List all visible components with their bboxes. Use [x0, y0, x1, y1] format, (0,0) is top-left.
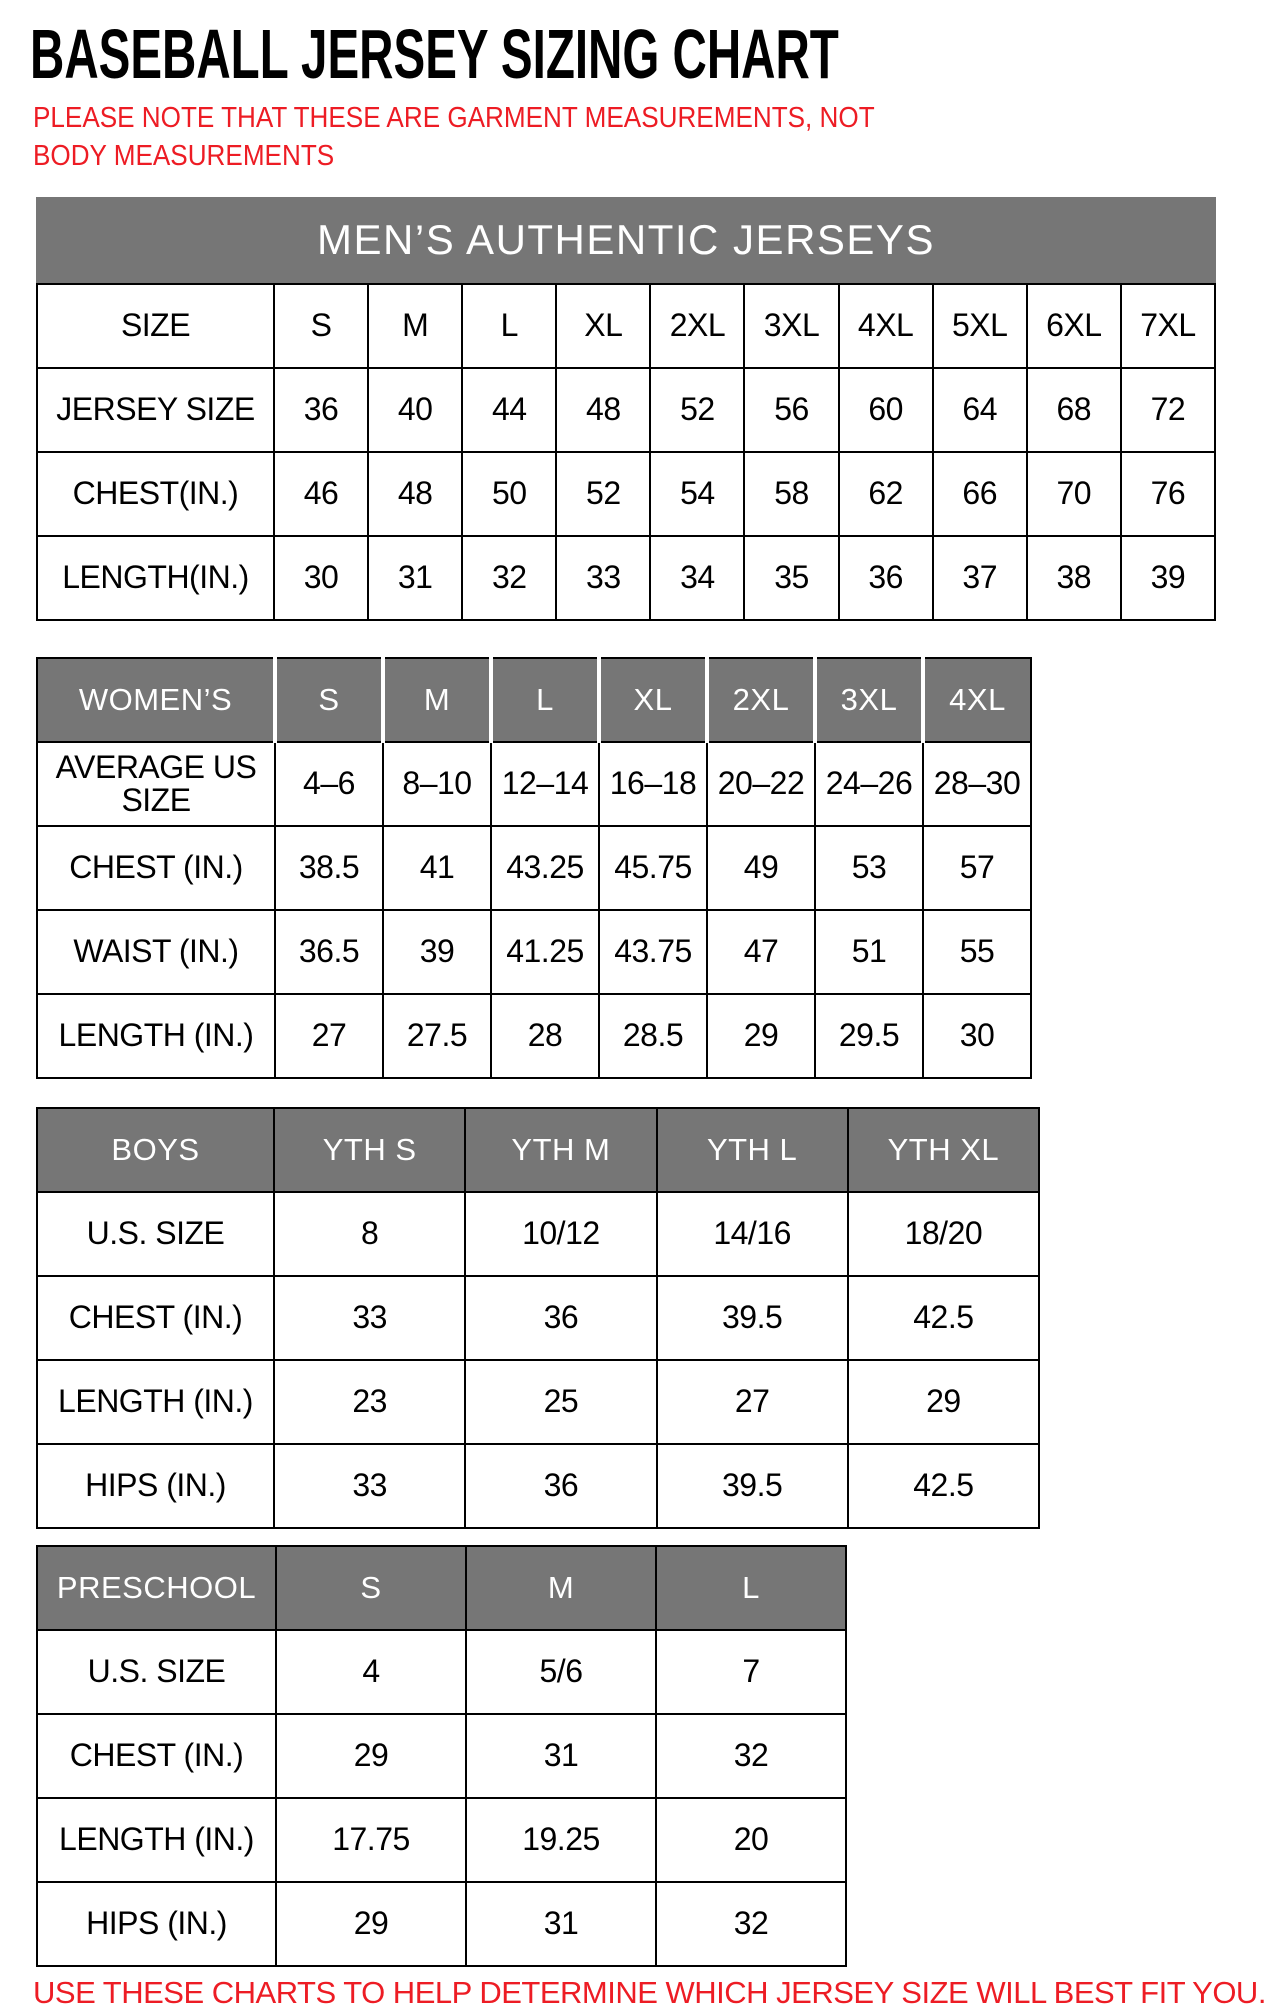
- value-cell: 28–30: [923, 742, 1031, 826]
- value-cell: 40: [368, 368, 462, 452]
- womens-size-table: [36, 657, 1032, 1079]
- row-label: JERSEY SIZE: [37, 368, 274, 452]
- table-row: [37, 826, 1031, 910]
- size-header-cell: L: [462, 284, 556, 368]
- value-cell: 52: [650, 368, 744, 452]
- value-cell: 64: [933, 368, 1027, 452]
- table-title-cell: SIZE: [37, 284, 274, 368]
- table-row: [37, 452, 1215, 536]
- header-row: [37, 1108, 1039, 1192]
- table-title-cell: BOYS: [37, 1108, 274, 1192]
- value-cell: 14/16: [657, 1192, 848, 1276]
- row-label: LENGTH (IN.): [37, 1798, 276, 1882]
- table-row: [37, 1714, 846, 1798]
- size-header-cell: YTH XL: [848, 1108, 1039, 1192]
- value-cell: 10/12: [465, 1192, 656, 1276]
- value-cell: 53: [815, 826, 923, 910]
- value-cell: 76: [1121, 452, 1215, 536]
- row-label: U.S. SIZE: [37, 1192, 274, 1276]
- value-cell: 36: [465, 1276, 656, 1360]
- table-row: [37, 742, 1031, 826]
- value-cell: 44: [462, 368, 556, 452]
- row-label: CHEST (IN.): [37, 1276, 274, 1360]
- mens-table-banner: MEN’S AUTHENTIC JERSEYS: [36, 197, 1216, 283]
- value-cell: 39: [1121, 536, 1215, 620]
- value-cell: 12–14: [491, 742, 599, 826]
- value-cell: 47: [707, 910, 815, 994]
- value-cell: 43.75: [599, 910, 707, 994]
- value-cell: 30: [923, 994, 1031, 1078]
- page-title-text: BASEBALL JERSEY SIZING CHART: [30, 14, 839, 93]
- size-header-cell: 2XL: [707, 658, 815, 742]
- value-cell: 48: [368, 452, 462, 536]
- value-cell: 28: [491, 994, 599, 1078]
- size-header-cell: YTH S: [274, 1108, 465, 1192]
- value-cell: 34: [650, 536, 744, 620]
- value-cell: 27.5: [383, 994, 491, 1078]
- row-label: HIPS (IN.): [37, 1882, 276, 1966]
- value-cell: 8–10: [383, 742, 491, 826]
- value-cell: 37: [933, 536, 1027, 620]
- value-cell: 41.25: [491, 910, 599, 994]
- table-row: [37, 1798, 846, 1882]
- size-header-cell: 3XL: [744, 284, 838, 368]
- value-cell: 72: [1121, 368, 1215, 452]
- womens-table-section: [36, 657, 1032, 1079]
- value-cell: 41: [383, 826, 491, 910]
- value-cell: 39.5: [657, 1276, 848, 1360]
- value-cell: 42.5: [848, 1276, 1039, 1360]
- size-header-cell: M: [368, 284, 462, 368]
- value-cell: 31: [368, 536, 462, 620]
- value-cell: 43.25: [491, 826, 599, 910]
- sizing-chart-page: [0, 14, 1266, 2011]
- value-cell: 29: [707, 994, 815, 1078]
- value-cell: 68: [1027, 368, 1121, 452]
- row-label: LENGTH (IN.): [37, 1360, 274, 1444]
- header-row: [37, 284, 1215, 368]
- value-cell: 39.5: [657, 1444, 848, 1528]
- value-cell: 23: [274, 1360, 465, 1444]
- value-cell: 25: [465, 1360, 656, 1444]
- value-cell: 51: [815, 910, 923, 994]
- table-row: [37, 368, 1215, 452]
- value-cell: 54: [650, 452, 744, 536]
- value-cell: 52: [556, 452, 650, 536]
- value-cell: 27: [275, 994, 383, 1078]
- value-cell: 38: [1027, 536, 1121, 620]
- table-row: [37, 1192, 1039, 1276]
- value-cell: 55: [923, 910, 1031, 994]
- row-label: LENGTH(IN.): [37, 536, 274, 620]
- size-header-cell: YTH L: [657, 1108, 848, 1192]
- size-header-cell: XL: [599, 658, 707, 742]
- preschool-table-section: [36, 1545, 847, 1967]
- garment-measurement-note: [33, 100, 1013, 175]
- value-cell: 31: [466, 1882, 656, 1966]
- value-cell: 36: [465, 1444, 656, 1528]
- size-header-cell: 6XL: [1027, 284, 1121, 368]
- size-header-cell: 4XL: [923, 658, 1031, 742]
- row-label: LENGTH (IN.): [37, 994, 275, 1078]
- value-cell: 70: [1027, 452, 1121, 536]
- footer-note: USE THESE CHARTS TO HELP DETERMINE WHICH JERSEY SIZE WILL BEST FIT YOU.: [33, 1975, 1266, 2011]
- size-header-cell: M: [466, 1546, 656, 1630]
- value-cell: 24–26: [815, 742, 923, 826]
- table-row: [37, 1882, 846, 1966]
- size-header-cell: YTH M: [465, 1108, 656, 1192]
- value-cell: 33: [274, 1276, 465, 1360]
- value-cell: 46: [274, 452, 368, 536]
- value-cell: 8: [274, 1192, 465, 1276]
- row-label: AVERAGE US SIZE: [37, 742, 275, 826]
- value-cell: 39: [383, 910, 491, 994]
- value-cell: 32: [462, 536, 556, 620]
- size-header-cell: S: [274, 284, 368, 368]
- row-label: CHEST (IN.): [37, 826, 275, 910]
- mens-size-table: [36, 283, 1216, 621]
- value-cell: 20–22: [707, 742, 815, 826]
- table-row: [37, 536, 1215, 620]
- size-header-cell: 3XL: [815, 658, 923, 742]
- value-cell: 29.5: [815, 994, 923, 1078]
- size-header-cell: 7XL: [1121, 284, 1215, 368]
- value-cell: 7: [656, 1630, 846, 1714]
- row-label: U.S. SIZE: [37, 1630, 276, 1714]
- row-label: CHEST(IN.): [37, 452, 274, 536]
- preschool-size-table: [36, 1545, 847, 1967]
- value-cell: 30: [274, 536, 368, 620]
- value-cell: 62: [839, 452, 933, 536]
- value-cell: 5/6: [466, 1630, 656, 1714]
- size-header-cell: M: [383, 658, 491, 742]
- table-title-cell: WOMEN’S: [37, 658, 275, 742]
- size-header-cell: 5XL: [933, 284, 1027, 368]
- header-row: [37, 1546, 846, 1630]
- value-cell: 28.5: [599, 994, 707, 1078]
- value-cell: 38.5: [275, 826, 383, 910]
- size-header-cell: S: [275, 658, 383, 742]
- value-cell: 31: [466, 1714, 656, 1798]
- value-cell: 35: [744, 536, 838, 620]
- value-cell: 17.75: [276, 1798, 466, 1882]
- value-cell: 16–18: [599, 742, 707, 826]
- value-cell: 50: [462, 452, 556, 536]
- size-header-cell: 4XL: [839, 284, 933, 368]
- row-label: WAIST (IN.): [37, 910, 275, 994]
- table-row: [37, 910, 1031, 994]
- value-cell: 19.25: [466, 1798, 656, 1882]
- table-title-cell: PRESCHOOL: [37, 1546, 276, 1630]
- value-cell: 45.75: [599, 826, 707, 910]
- size-header-cell: XL: [556, 284, 650, 368]
- page-title: [30, 14, 1220, 93]
- size-header-cell: 2XL: [650, 284, 744, 368]
- boys-table-section: [36, 1107, 1040, 1529]
- value-cell: 27: [657, 1360, 848, 1444]
- size-header-cell: S: [276, 1546, 466, 1630]
- value-cell: 32: [656, 1714, 846, 1798]
- table-row: [37, 1630, 846, 1714]
- value-cell: 36.5: [275, 910, 383, 994]
- value-cell: 33: [274, 1444, 465, 1528]
- value-cell: 18/20: [848, 1192, 1039, 1276]
- value-cell: 58: [744, 452, 838, 536]
- value-cell: 4: [276, 1630, 466, 1714]
- value-cell: 29: [276, 1714, 466, 1798]
- row-label: HIPS (IN.): [37, 1444, 274, 1528]
- boys-size-table: [36, 1107, 1040, 1529]
- value-cell: 33: [556, 536, 650, 620]
- value-cell: 66: [933, 452, 1027, 536]
- value-cell: 36: [274, 368, 368, 452]
- header-row: [37, 658, 1031, 742]
- value-cell: 36: [839, 536, 933, 620]
- mens-table-section: [36, 197, 1216, 621]
- garment-measurement-note-text: PLEASE NOTE THAT THESE ARE GARMENT MEASUREMENTS, NOT BODY MEASUREMENTS: [33, 101, 875, 172]
- table-row: [37, 1444, 1039, 1528]
- value-cell: 60: [839, 368, 933, 452]
- value-cell: 56: [744, 368, 838, 452]
- value-cell: 42.5: [848, 1444, 1039, 1528]
- table-row: [37, 1360, 1039, 1444]
- size-header-cell: L: [491, 658, 599, 742]
- size-header-cell: L: [656, 1546, 846, 1630]
- value-cell: 20: [656, 1798, 846, 1882]
- row-label: CHEST (IN.): [37, 1714, 276, 1798]
- value-cell: 32: [656, 1882, 846, 1966]
- value-cell: 29: [848, 1360, 1039, 1444]
- value-cell: 49: [707, 826, 815, 910]
- value-cell: 4–6: [275, 742, 383, 826]
- table-row: [37, 1276, 1039, 1360]
- value-cell: 57: [923, 826, 1031, 910]
- value-cell: 29: [276, 1882, 466, 1966]
- table-row: [37, 994, 1031, 1078]
- value-cell: 48: [556, 368, 650, 452]
